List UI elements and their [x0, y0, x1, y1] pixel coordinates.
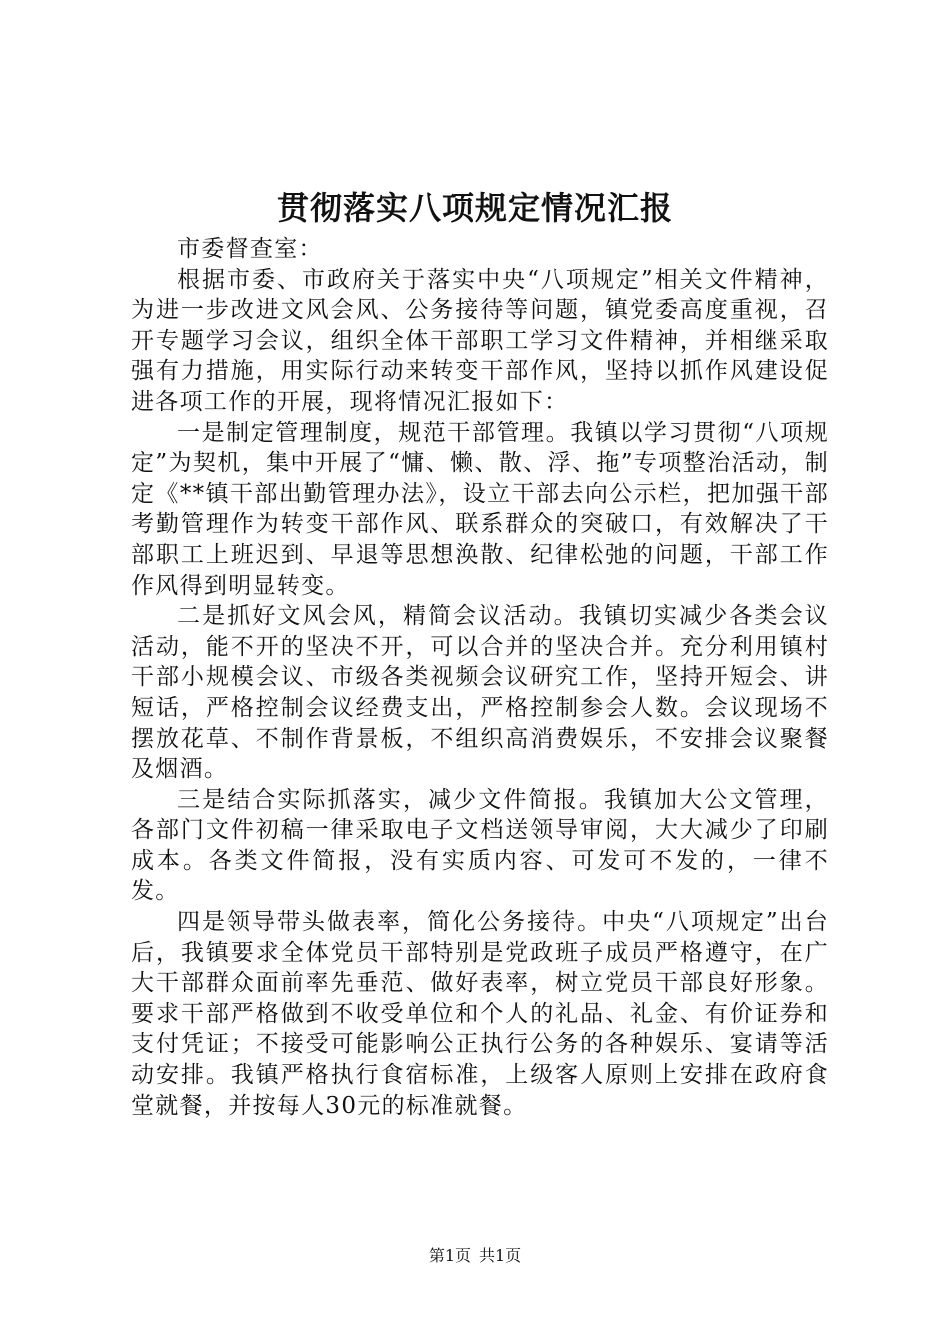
paragraph-item-2: 二是抓好文风会风，精简会议活动。我镇切实减少各类会议活动，能不开的坚决不开，可以合并的坚决合并。充分利用镇村干部小规模会议、市级各类视频会议研究工作，坚持开短会、讲短话，严格控制会议经费支出，严格控制参会人数。会议现场不摆放花草、不制作背景板，不组织高消费娱乐，不安排会议聚餐及烟酒。 [131, 603, 829, 783]
salutation: 市委督查室： [177, 236, 323, 262]
page-number: 第1页 [428, 1246, 471, 1265]
paragraph-item-1: 一是制定管理制度，规范干部管理。我镇以学习贯彻“八项规定”为契机，集中开展了“慵、懒、散、浮、拖”专项整治活动，制定《**镇干部出勤管理办法》，设立干部去向公示栏，把加强干部考勤管理作为转变干部作风、联系群众的突破口，有效解决了干部职工上班迟到、早退等思想涣散、纪律松弛的问题，干部工作作风得到明显转变。 [131, 419, 829, 599]
document-body [131, 234, 829, 1121]
page-footer [0, 1245, 950, 1267]
paragraph-item-4: 四是领导带头做表率，简化公务接待。中央“八项规定”出台后，我镇要求全体党员干部特别是党政班子成员严格遵守，在广大干部群众面前率先垂范、做好表率，树立党员干部良好形象。要求干部严格做到不收受单位和个人的礼品、礼金、有价证券和支付凭证；不接受可能影响公正执行公务的各种娱乐、宴请等活动安排。我镇严格执行食宿标准，上级客人原则上安排在政府食堂就餐，并按每人30元的标准就餐。 [131, 909, 829, 1119]
page-total: 共1页 [479, 1246, 522, 1265]
document-title: 贯彻落实八项规定情况汇报 [276, 189, 673, 227]
paragraph-intro: 根据市委、市政府关于落实中央“八项规定”相关文件精神，为进一步改进文风会风、公务接待等问题，镇党委高度重视，召开专题学习会议，组织全体干部职工学习文件精神，并相继采取强有力措施，用实际行动来转变干部作风，坚持以抓作风建设促进各项工作的开展，现将情况汇报如下： [131, 266, 829, 415]
paragraph-item-3: 三是结合实际抓落实，减少文件简报。我镇加大公文管理，各部门文件初稿一律采取电子文档送领导审阅，大大减少了印刷成本。各类文件简报，没有实质内容、可发可不发的，一律不发。 [131, 786, 829, 905]
